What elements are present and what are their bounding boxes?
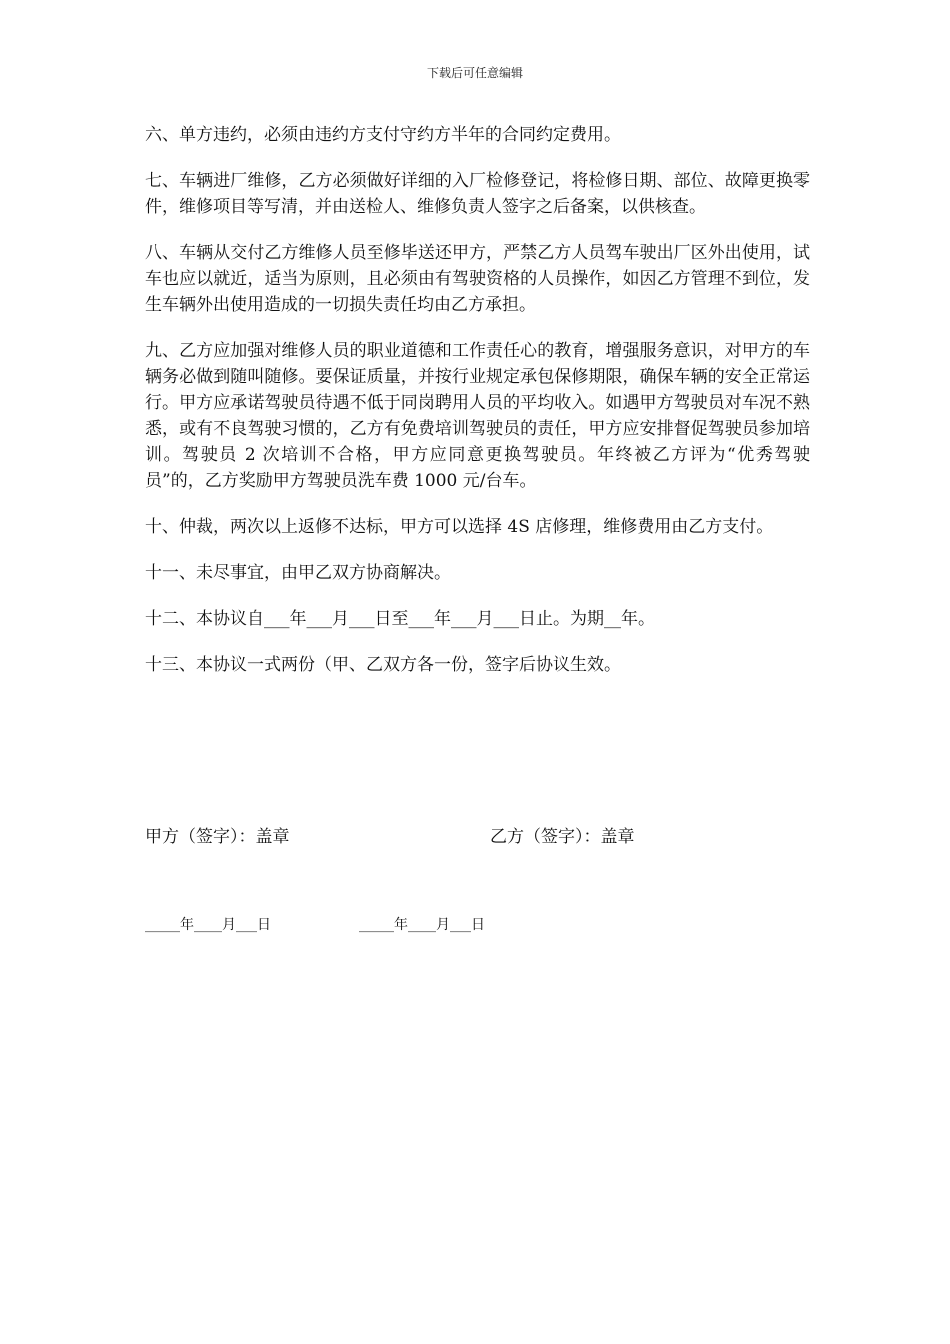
clause-7: 七、车辆进厂维修，乙方必须做好详细的入厂检修登记，将检修日期、部位、故障更换零件，维修项目等写清，并由送检人、维修负责人签字之后备案，以供核查。 [145, 171, 810, 217]
clause-11: 十一、未尽事宜，由甲乙双方协商解决。 [145, 563, 451, 583]
party-b-date: _____年____月___日 [359, 917, 485, 933]
clause-12: 十二、本协议自___年___月___日至___年___月___日止。为期__年。 [145, 609, 655, 629]
clause-13: 十三、本协议一式两份（甲、乙双方各一份，签字后协议生效。 [145, 655, 621, 675]
clause-8: 八、车辆从交付乙方维修人员至修毕送还甲方，严禁乙方人员驾车驶出厂区外出使用，试车也应以就近，适当为原则，且必须由有驾驶资格的人员操作，如因乙方管理不到位，发生车辆外出使用造成的一切损失责任均由乙方承担。 [145, 243, 810, 315]
page-header: 下载后可任意编辑 [426, 66, 523, 80]
contract-body [145, 122, 810, 698]
clause-6: 六、单方违约，必须由违约方支付守约方半年的合同约定费用。 [145, 125, 621, 145]
party-a-date: _____年____月___日 [145, 917, 271, 933]
clause-9: 九、乙方应加强对维修人员的职业道德和工作责任心的教育，增强服务意识，对甲方的车辆务必做到随叫随修。要保证质量，并按行业规定承包保修期限，确保车辆的安全正常运行。甲方应承诺驾驶员待遇不低于同岗聘用人员的平均收入。如遇甲方驾驶员对车况不熟悉，或有不良驾驶习惯的，乙方有免费培训驾驶员的责任，甲方应安排督促驾驶员参加培训。驾驶员 2 次培训不合格，甲方应同意更换驾驶员。年终被乙方评为“优秀驾驶员”的，乙方奖励甲方驾驶员洗车费 1000 元/台车。 [145, 341, 810, 491]
clause-10: 十、仲裁，两次以上返修不达标，甲方可以选择 4S 店修理，维修费用由乙方支付。 [145, 517, 774, 537]
party-a-signature: 甲方（签字）：盖章 [145, 827, 290, 847]
party-b-signature: 乙方（签字）：盖章 [490, 827, 635, 847]
